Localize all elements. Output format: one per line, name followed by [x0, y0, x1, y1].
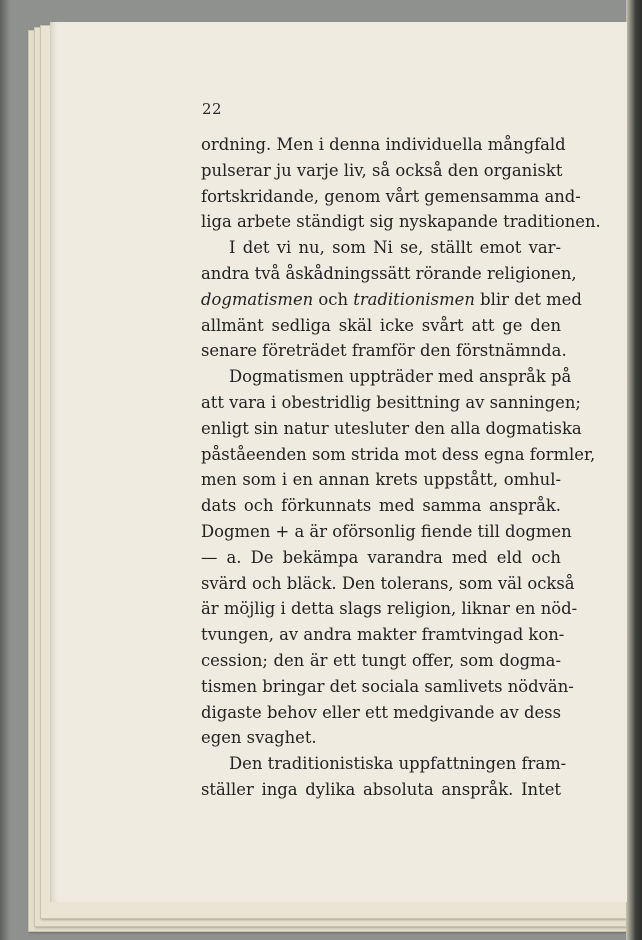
text-line: ställer inga dylika absoluta anspråk. Intet [201, 779, 561, 799]
page-number: 22 [202, 100, 223, 118]
text-line: egen svaghet. [201, 728, 317, 748]
text-line: påståeenden som strida mot dess egna formler, [201, 444, 596, 464]
body-text [201, 132, 601, 803]
text-line: digaste behov eller ett medgivande av dess [201, 702, 561, 722]
text-line: I det vi nu, som Ni se, ställt emot var- [229, 238, 561, 258]
italic-term: traditionismen [353, 289, 475, 309]
text-line: är möjlig i detta slags religion, liknar en nöd- [201, 599, 578, 619]
text-line: svärd och bläck. Den tolerans, som väl också [201, 573, 575, 593]
text-line [201, 287, 582, 313]
text-line: senare företrädet framför den förstnämnda. [201, 341, 567, 361]
text-line: men som i en annan krets uppstått, omhul- [201, 470, 561, 490]
text-line: cession; den är ett tungt offer, som dogma- [201, 650, 561, 670]
text-line: tismen bringar det sociala samlivets nödvän- [201, 676, 574, 696]
text-line: tvungen, av andra makter framtvingad kon- [201, 625, 565, 645]
text-line: allmänt sedliga skäl icke svårt att ge den [201, 315, 561, 335]
text-line: enligt sin natur utesluter den alla dogmatiska [201, 418, 582, 438]
text-line: Dogmatismen uppträder med anspråk på [229, 367, 572, 387]
text-line: Den traditionistiska uppfattningen fram- [229, 754, 567, 774]
text-line: liga arbete ständigt sig nyskapande traditionen. [201, 212, 601, 232]
text-line: Dogmen + a är oförsonlig fiende till dogmen [201, 521, 572, 541]
spine-shadow [0, 0, 10, 940]
text-line: att vara i obestridlig besittning av sanningen; [201, 392, 581, 412]
text-line: — a. De bekämpa varandra med eld och [201, 547, 561, 567]
text-line: ordning. Men i denna individuella mångfald [201, 135, 566, 154]
book-right-edge [626, 0, 642, 940]
text-line: fortskridande, genom vårt gemensamma and- [201, 186, 581, 206]
text-span: blir det med [474, 289, 582, 309]
text-line: dats och förkunnats med samma anspråk. [201, 496, 561, 516]
italic-term: dogmatismen [201, 289, 314, 309]
text-line: andra två åskådningssätt rörande religionen, [201, 263, 577, 283]
text-span: och [313, 289, 354, 309]
text-line: pulserar ju varje liv, så också den organiskt [201, 160, 563, 180]
